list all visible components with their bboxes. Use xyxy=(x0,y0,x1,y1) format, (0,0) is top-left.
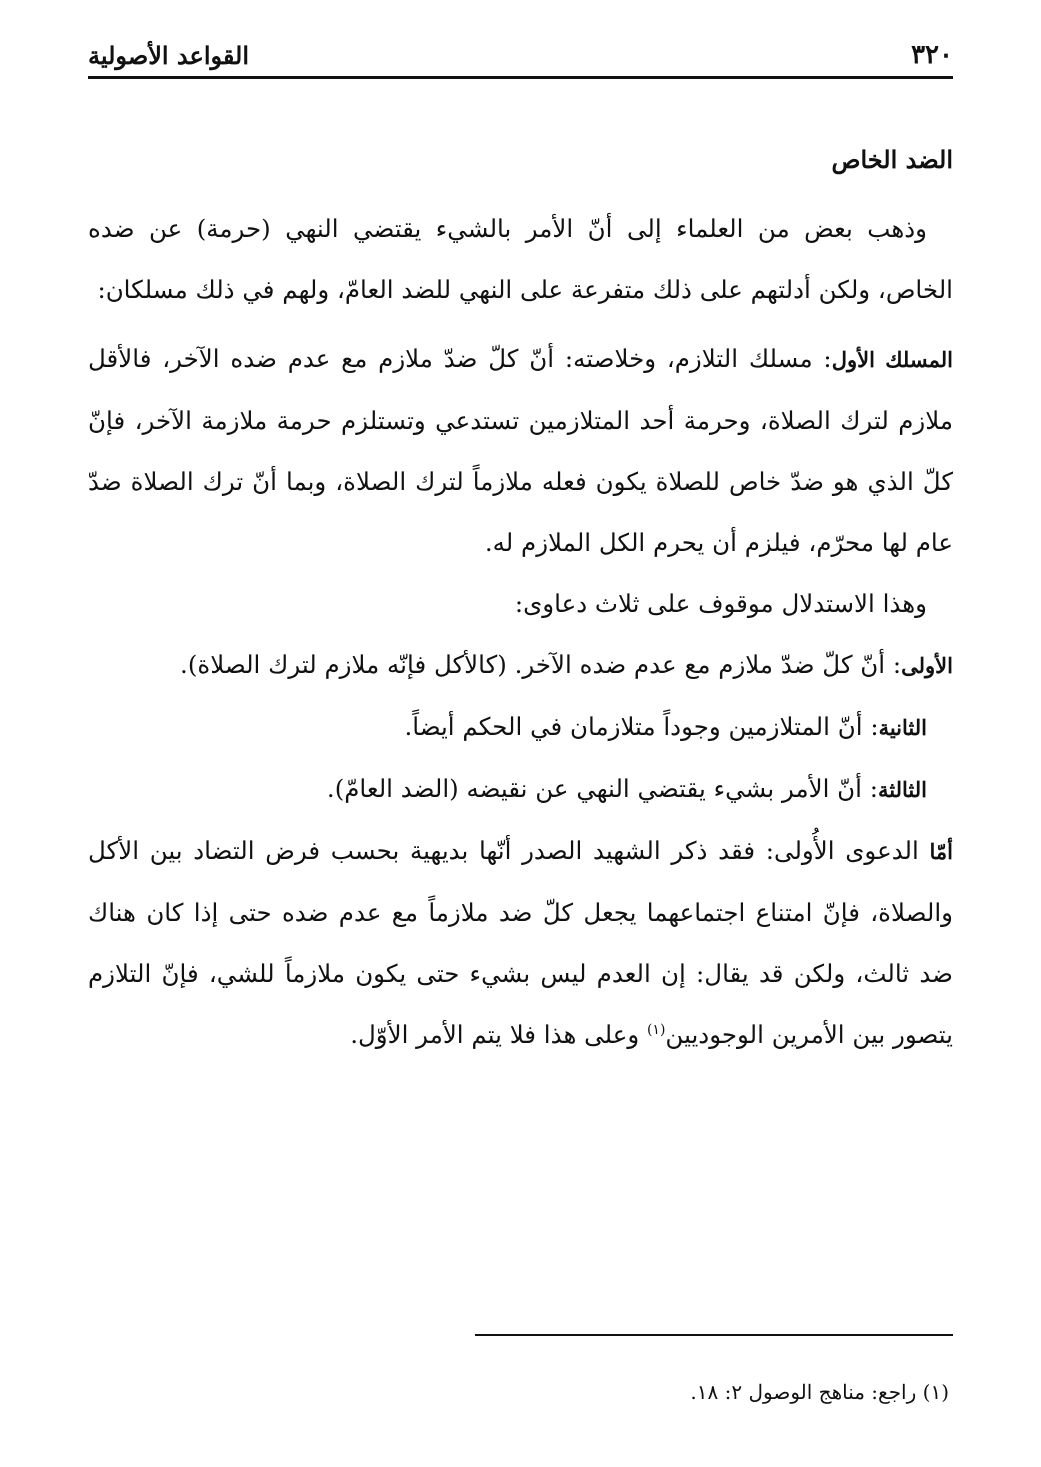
section-title: الضد الخاص xyxy=(831,145,953,174)
book-page xyxy=(88,0,953,1467)
header-divider xyxy=(88,76,953,79)
intro-paragraph: وذهب بعض من العلماء إلى أنّ الأمر بالشيء يقتضي النهي (حرمة) عن ضده الخاص، ولكن أدلتهم على ذلك متفرعة على النهي للضد العامّ، ولهم في ذلك مسلكان: xyxy=(88,214,953,304)
claim-second xyxy=(88,696,953,758)
claim-first-text: : أنّ كلّ ضدّ ملازم مع عدم ضده الآخر. (كالأكل فإنّه ملازم لترك الصلاة). xyxy=(180,650,902,679)
claim-second-lead: الثانية xyxy=(878,715,927,740)
claims-intro: وهذا الاستدلال موقوف على ثلاث دعاوى: xyxy=(514,589,927,618)
discussion-lead: أمّا xyxy=(929,839,953,864)
page-body xyxy=(88,138,953,1065)
claim-third-lead: الثالثة xyxy=(878,777,927,802)
running-header xyxy=(88,30,953,70)
first-path-paragraph xyxy=(88,328,953,573)
discussion-text-end: وعلى هذا فلا يتم الأمر الأوّل. xyxy=(350,1020,647,1049)
footnote-divider xyxy=(475,1334,953,1336)
first-path-lead: المسلك الأول xyxy=(831,347,953,372)
running-title: القواعد الأصولية xyxy=(88,41,250,70)
footnote: (١) راجع: مناهج الوصول ٢: ١٨. xyxy=(690,1380,949,1404)
first-claim-discussion xyxy=(88,820,953,1065)
discussion-text: الدعوى الأُولى: فقد ذكر الشهيد الصدر أنّها بديهية بحسب فرض التضاد بين الأكل والصلاة، فإنّ امتناع اجتماعهما يجعل كلّ ضد ملازماً مع عدم ضده حتى إذا كان هناك ضد ثالث، ولكن قد يقال: إن العدم ليس بشيء حتى يكون ملازماً للشي، فإنّ التلازم يتصور بين الأمرين الوجوديين xyxy=(88,836,953,1049)
claim-second-text: : أنّ المتلازمين وجوداً متلازمان في الحكم أيضاً. xyxy=(404,712,879,741)
claim-third xyxy=(88,758,953,820)
page-number: ٣٢٠ xyxy=(911,40,953,70)
footnote-marker: (١) xyxy=(646,1021,666,1038)
claim-third-text: : أنّ الأمر بشيء يقتضي النهي عن نقيضه (الضد العامّ). xyxy=(326,774,879,803)
claim-first xyxy=(88,634,953,696)
first-path-text: : مسلك التلازم، وخلاصته: أنّ كلّ ضدّ ملازم مع عدم ضده الآخر، فالأقل ملازم لترك الصلاة، وحرمة أحد المتلازمين تستدعي وتستلزم حرمة ملازمة الآخر، فإنّ كلّ الذي هو ضدّ خاص للصلاة يكون فعله ملازماً لترك الصلاة، وبما أنّ ترك الصلاة ضدّ عام لها محرّم، فيلزم أن يحرم الكل الملازم له. xyxy=(88,344,953,557)
claim-first-lead: الأولى xyxy=(901,653,953,678)
